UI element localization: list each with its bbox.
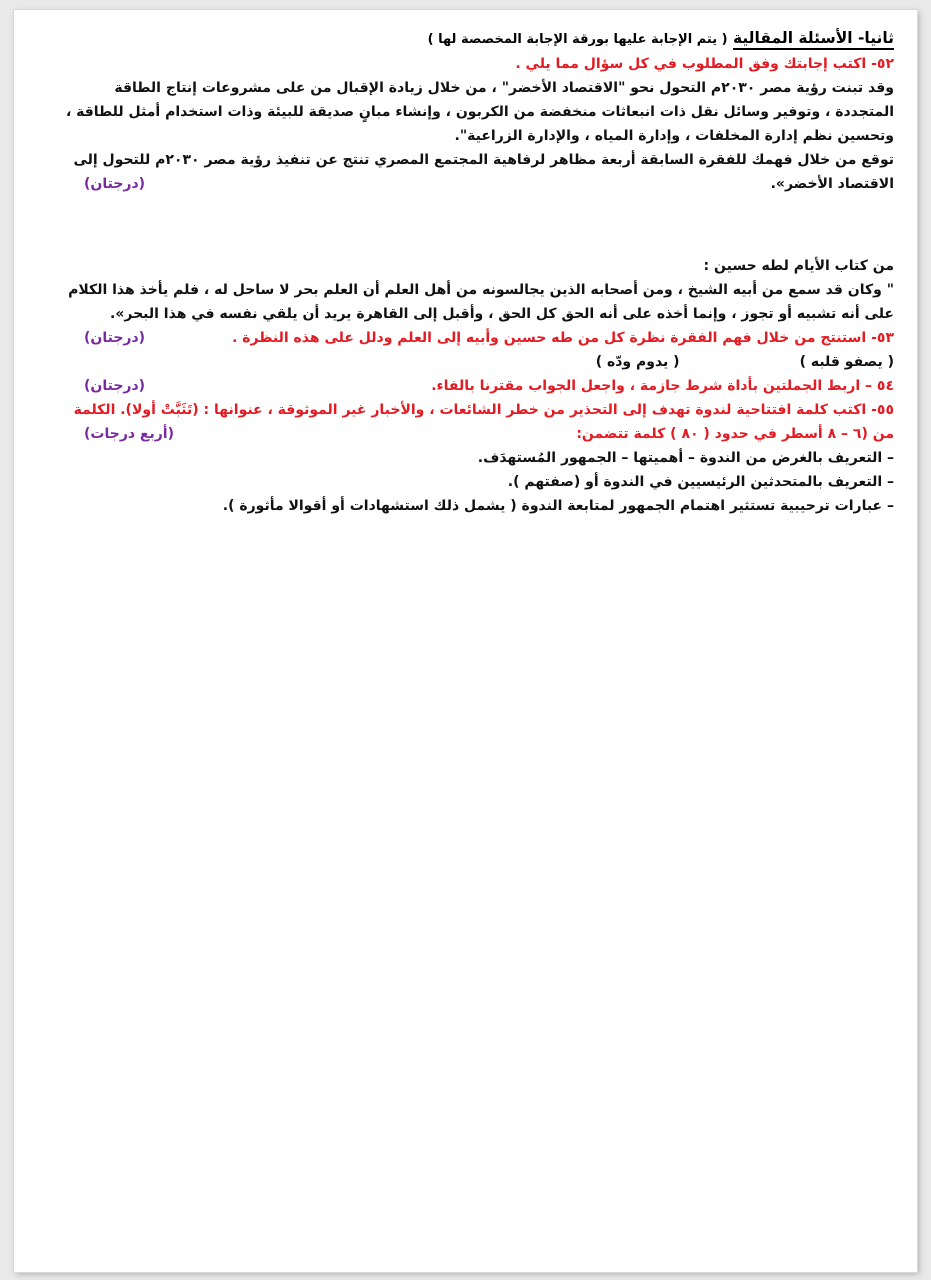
question-55-line-1: ٥٥- اكتب كلمة افتتاحية لندوة تهدف إلى التحذير من خطر الشائعات ، والأخبار غير الموثوقة ، عنوانها : (تَثَبَّتْ أولا). الكلمة (73, 402, 894, 418)
question-55-point-3: – عبارات ترحيبية تستثير اهتمام الجمهور لمتابعة الندوة ( يشمل ذلك استشهادات أو أقوالا مأثورة ). (222, 498, 894, 514)
question-1-line-2: الاقتصاد الأخضر». (770, 176, 894, 192)
phrases-row (44, 350, 894, 374)
passage-2-source: من كتاب الأيام لطه حسين : (703, 258, 894, 274)
question-53-text: ٥٣- استنتج من خلال فهم الفقرة نظرة كل من طه حسين وأبيه إلى العلم ودلل على هذه النظرة . (232, 330, 894, 346)
question-53-marks: (درجتان) (84, 330, 146, 346)
passage-1-line-1: وقد تبنت رؤية مصر ٢٠٣٠م التحول نحو "الاقتصاد الأخضر" ، من خلال زيادة الإقبال من على مشروعات إنتاج الطاقة (114, 80, 894, 96)
question-54-text: ٥٤ – اربط الجملتين بأداة شرط جازمة ، واجعل الجواب مقترنا بالفاء. (431, 378, 894, 394)
question-1-line-1: توقع من خلال فهمك للفقرة السابقة أربعة مظاهر لرفاهية المجتمع المصري تنتج عن تنفيذ رؤية مصر ٢٠٣٠م للتحول إلى (73, 152, 894, 168)
question-1-line-2-row (44, 172, 894, 196)
question-55-line-2: من (٦ – ٨ أسطر في حدود ( ٨٠ ) كلمة تتضمن: (576, 426, 894, 442)
passage-1-line-3: وتحسين نظم إدارة المخلفات ، وإدارة المياه ، والإدارة الزراعية". (454, 128, 894, 144)
question-55-line-2-row (44, 422, 894, 446)
passage-2-line-2: على أنه تشبيه أو تجوز ، وإنما أخذه على أنه الحق كل الحق ، وأقبل إلى القاهرة يريد أن يلقي نفسه في هذا البحر». (110, 306, 894, 322)
passage-1-line-2: المتجددة ، وتوفير وسائل نقل ذات انبعاثات منخفضة من الكربون ، وإنشاء مبانٍ صديقة للبيئة وذات استخدام أمثل للطاقة ، (65, 104, 894, 120)
question-55-point-2: – التعريف بالمتحدثين الرئيسيين في الندوة أو (صفتهم ). (507, 474, 894, 490)
section-title-main: ثانيا- الأسئلة المقالية (733, 29, 894, 50)
question-1-marks: (درجتان) (84, 176, 146, 192)
question-55-marks: (أربع درجات) (84, 426, 175, 442)
phrase-1: ( يصفو قلبه ) (799, 354, 894, 370)
question-53-row (44, 326, 894, 350)
section-title (44, 26, 894, 52)
instruction-52: ٥٢- اكتب إجابتك وفق المطلوب في كل سؤال مما يلي . (515, 56, 894, 72)
exam-page (14, 10, 917, 1272)
question-54-marks: (درجتان) (84, 378, 146, 394)
question-54-row (44, 374, 894, 398)
phrase-2: ( يدوم ودّه ) (595, 354, 680, 370)
spacer (44, 196, 894, 254)
section-title-note: ( يتم الإجابة عليها بورقة الإجابة المخصصة لها ) (427, 32, 728, 47)
exam-content (44, 26, 894, 518)
question-55-point-1: – التعريف بالغرض من الندوة – أهميتها – الجمهور المُستهدَف. (477, 450, 894, 466)
passage-2-line-1: " وكان قد سمع من أبيه الشيخ ، ومن أصحابه الذين يجالسونه من أهل العلم أن العلم بحر لا ساحل له ، فلم يأخذ هذا الكلام (68, 282, 894, 298)
